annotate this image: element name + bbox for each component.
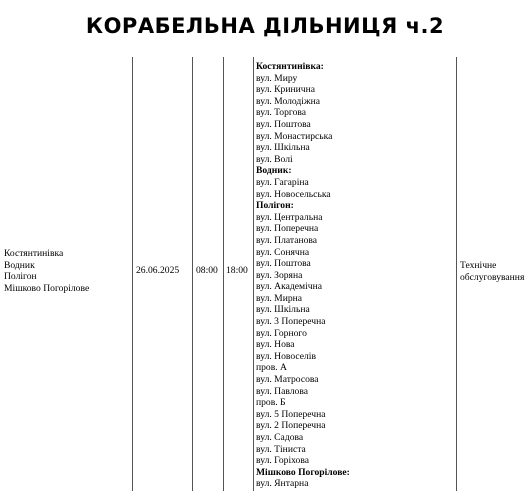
street-item: вул. Шкільна (256, 142, 310, 154)
reason-cell (460, 260, 524, 283)
street-item: вул. Матросова (256, 374, 319, 386)
street-item: вул. Новоселів (256, 350, 317, 362)
reason-line: обслуговування (460, 271, 525, 283)
settlement-header: Мішково Погорілове: (256, 466, 350, 478)
street-item: вул. Поперечна (256, 223, 319, 235)
settlement-name: Костянтинівка (4, 248, 64, 259)
street-item: вул. Платанова (256, 234, 318, 246)
street-item: вул. Садова (256, 432, 304, 443)
street-item: вул. 5 Поперечна (256, 408, 326, 420)
street-item: вул. Академічна (256, 281, 322, 293)
street-item: вул. 2 Поперечна (256, 420, 326, 432)
settlement-name: Мішково Погорілове (4, 282, 90, 294)
street-item: вул. Центральна (256, 211, 323, 223)
column-divider (132, 57, 133, 491)
street-item: вул. Молодіжна (256, 95, 320, 107)
date-cell: 26.06.2025 (136, 265, 180, 276)
street-item: вул. Поштова (256, 118, 311, 130)
street-item: пров. А (256, 362, 287, 374)
page-title: КОРАБЕЛЬНА ДІЛЬНИЦЯ ч.2 (85, 14, 445, 38)
streets-list (256, 61, 350, 490)
street-item: вул. Сонячна (256, 246, 310, 258)
street-item: вул. Кринична (256, 84, 315, 96)
street-item: вул. Тіниста (256, 443, 306, 455)
settlement-header: Полігон: (256, 200, 294, 212)
settlement-header: Водник: (256, 165, 292, 177)
column-divider (253, 57, 254, 491)
time-start-cell: 08:00 (196, 265, 218, 276)
street-item: вул. Гагаріна (256, 176, 309, 188)
reason-line: Технічне (460, 260, 497, 271)
street-item: вул. Поштова (256, 258, 311, 270)
column-divider (456, 57, 457, 491)
settlement-header: Костянтинівка: (256, 61, 324, 72)
street-item: вул. Горного (256, 327, 307, 339)
column-divider (192, 57, 193, 491)
street-item: вул. Шкільна (256, 304, 310, 316)
street-item: вул. Миру (256, 72, 298, 84)
settlements-cell (4, 248, 89, 294)
street-item: вул. 3 Поперечна (256, 316, 326, 328)
street-item: вул. Зоряна (256, 269, 303, 281)
street-item: вул. Волі (256, 153, 293, 165)
street-item: вул. Торгова (256, 107, 307, 119)
street-item: вул. Монастирська (256, 130, 333, 142)
street-item: вул. Горіхова (256, 455, 310, 467)
street-item: вул. Новосельська (256, 188, 331, 200)
street-item: вул. Мирна (256, 292, 303, 304)
time-end-cell: 18:00 (226, 265, 248, 276)
street-item: пров. Б (256, 397, 286, 409)
street-item: вул. Янтарна (256, 478, 309, 490)
settlement-name: Полігон (4, 271, 37, 283)
column-divider (223, 57, 224, 491)
outage-table (0, 57, 530, 491)
street-item: вул. Нова (256, 339, 295, 351)
settlement-name: Водник (4, 259, 35, 271)
street-item: вул. Павлова (256, 385, 308, 397)
